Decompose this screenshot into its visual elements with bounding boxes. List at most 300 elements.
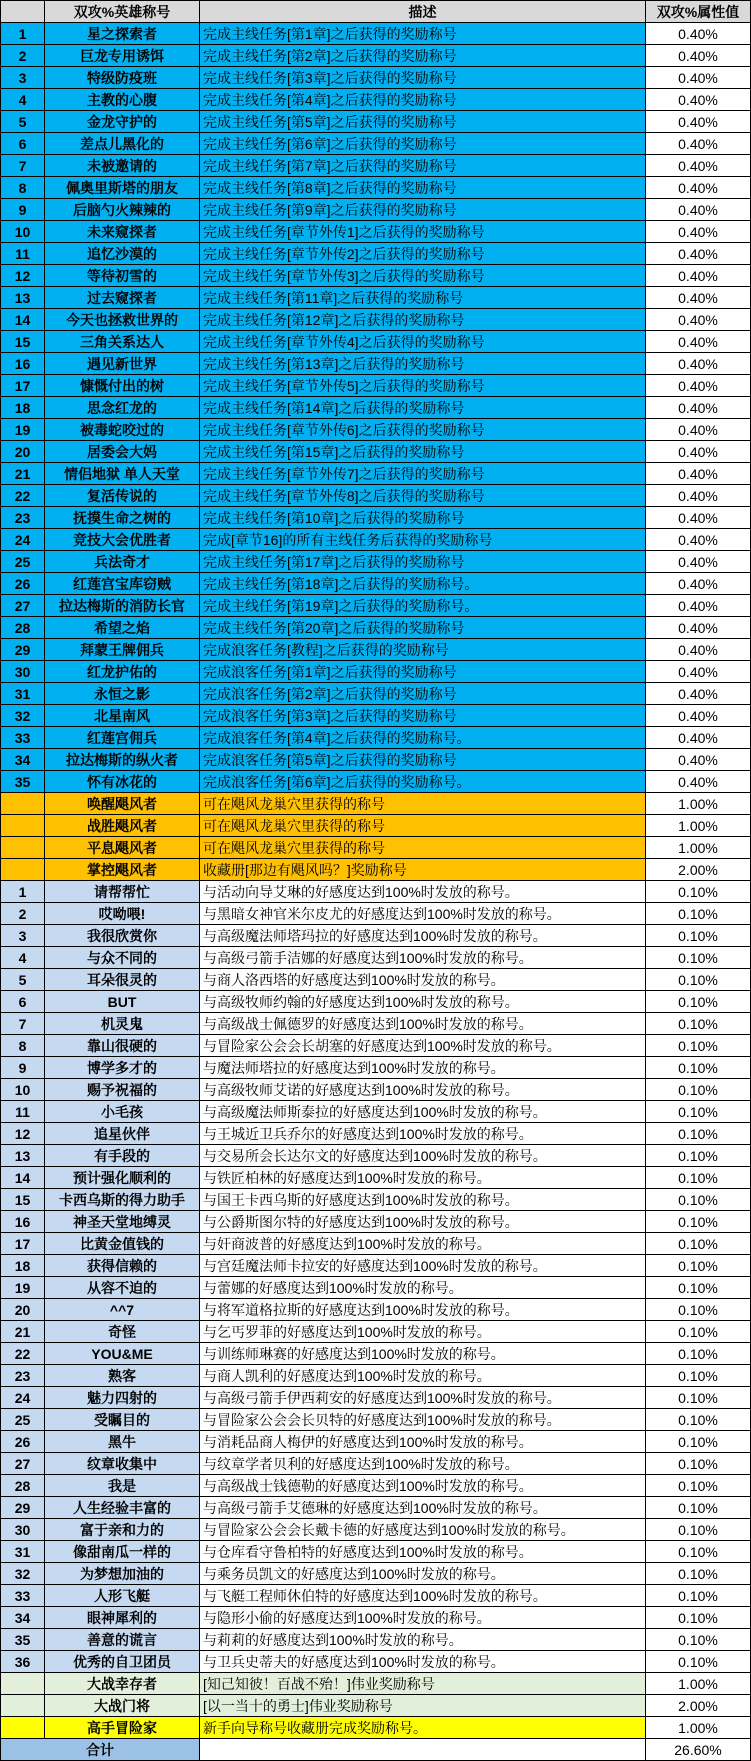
table-row [1, 243, 751, 265]
value-cell: 0.10% [646, 1057, 751, 1079]
description-cell: 完成浪客任务[第5章]之后获得的奖励称号 [200, 749, 646, 771]
index-cell: 7 [1, 1013, 45, 1035]
value-cell: 0.40% [646, 463, 751, 485]
description-cell: 完成主线任务[第12章]之后获得的奖励称号 [200, 309, 646, 331]
title-cell: 遇见新世界 [45, 353, 200, 375]
value-cell: 0.10% [646, 1167, 751, 1189]
title-cell: 拜蒙王牌佣兵 [45, 639, 200, 661]
description-cell: 与飞艇工程师休伯特的好感度达到100%时发放的称号。 [200, 1585, 646, 1607]
index-cell: 35 [1, 771, 45, 793]
title-cell: 巨龙专用诱饵 [45, 45, 200, 67]
value-cell: 0.40% [646, 331, 751, 353]
title-cell: 大战门将 [45, 1695, 200, 1717]
index-cell: 2 [1, 45, 45, 67]
title-cell: 有手段的 [45, 1145, 200, 1167]
value-cell: 0.40% [646, 419, 751, 441]
title-cell: 奇怪 [45, 1321, 200, 1343]
index-cell: 4 [1, 89, 45, 111]
value-cell: 0.40% [646, 23, 751, 45]
description-cell: 可在飓风龙巢穴里获得的称号 [200, 837, 646, 859]
description-cell: 完成浪客任务[第6章]之后获得的奖励称号。 [200, 771, 646, 793]
title-cell: YOU&ME [45, 1343, 200, 1365]
title-cell: 黑牛 [45, 1431, 200, 1453]
description-cell: 与冒险家公会会长戴卡德的好感度达到100%时发放的称号。 [200, 1519, 646, 1541]
description-cell: 完成浪客任务[第2章]之后获得的奖励称号 [200, 683, 646, 705]
description-cell: 可在飓风龙巢穴里获得的称号 [200, 815, 646, 837]
table-row [1, 1013, 751, 1035]
title-cell: 差点儿黑化的 [45, 133, 200, 155]
value-cell: 0.40% [646, 309, 751, 331]
description-cell: 与训练师琳赛的好感度达到100%时发放的称号。 [200, 1343, 646, 1365]
description-cell: 与铁匠柏林的好感度达到100%时发放的称号。 [200, 1167, 646, 1189]
description-cell: 完成主线任务[第8章]之后获得的奖励称号 [200, 177, 646, 199]
table-row [1, 705, 751, 727]
title-cell: 北星南风 [45, 705, 200, 727]
description-cell: 完成浪客任务[第4章]之后获得的奖励称号。 [200, 727, 646, 749]
description-cell: 与高级战士佩德罗的好感度达到100%时发放的称号。 [200, 1013, 646, 1035]
index-cell: 36 [1, 1651, 45, 1673]
index-cell [1, 815, 45, 837]
title-cell: 金龙守护的 [45, 111, 200, 133]
table-row [1, 287, 751, 309]
table-row [1, 1475, 751, 1497]
value-cell: 0.40% [646, 353, 751, 375]
value-cell: 0.10% [646, 1387, 751, 1409]
value-cell: 0.40% [646, 133, 751, 155]
value-cell: 0.10% [646, 1277, 751, 1299]
title-cell: 神圣天堂地缚灵 [45, 1211, 200, 1233]
title-cell: 赐予祝福的 [45, 1079, 200, 1101]
table-row [1, 463, 751, 485]
title-cell: 平息飓风者 [45, 837, 200, 859]
description-cell: 完成浪客任务[教程]之后获得的奖励称号 [200, 639, 646, 661]
value-cell: 0.40% [646, 375, 751, 397]
description-cell: 完成主线任务[章节外传1]之后获得的奖励称号 [200, 221, 646, 243]
description-cell: 完成主线任务[第4章]之后获得的奖励称号 [200, 89, 646, 111]
index-cell: 5 [1, 111, 45, 133]
description-cell: 与高级牧师艾诺的好感度达到100%时发放的称号。 [200, 1079, 646, 1101]
title-cell: 哎呦喂! [45, 903, 200, 925]
table-row [1, 617, 751, 639]
value-cell: 0.10% [646, 947, 751, 969]
value-cell: 1.00% [646, 815, 751, 837]
title-cell: 三角关系达人 [45, 331, 200, 353]
description-cell: 完成主线任务[第1章]之后获得的奖励称号 [200, 23, 646, 45]
index-cell: 3 [1, 925, 45, 947]
title-cell: 等待初雪的 [45, 265, 200, 287]
title-cell: 情侣地狱 单人天堂 [45, 463, 200, 485]
value-cell: 0.40% [646, 397, 751, 419]
index-cell: 9 [1, 199, 45, 221]
table-row [1, 1035, 751, 1057]
value-cell: 0.10% [646, 1541, 751, 1563]
index-cell: 13 [1, 287, 45, 309]
title-cell: 请帮帮忙 [45, 881, 200, 903]
table-row [1, 1497, 751, 1519]
table-row [1, 1673, 751, 1695]
value-cell: 0.10% [646, 1233, 751, 1255]
index-cell: 4 [1, 947, 45, 969]
title-cell: 靠山很硬的 [45, 1035, 200, 1057]
description-cell: 与高级战士钱德勒的好感度达到100%时发放的称号。 [200, 1475, 646, 1497]
index-cell: 15 [1, 331, 45, 353]
value-cell: 0.40% [646, 639, 751, 661]
total-description-cell [200, 1739, 646, 1761]
index-cell: 29 [1, 1497, 45, 1519]
title-cell: 未来窥探者 [45, 221, 200, 243]
title-cell: 红莲宫佣兵 [45, 727, 200, 749]
index-cell: 22 [1, 485, 45, 507]
description-cell: 与活动向导艾琳的好感度达到100%时发放的称号。 [200, 881, 646, 903]
value-cell: 0.10% [646, 1255, 751, 1277]
description-cell: 完成主线任务[第20章]之后获得的奖励称号 [200, 617, 646, 639]
table-row [1, 309, 751, 331]
title-cell: 我很欣赏你 [45, 925, 200, 947]
title-cell: 比黄金值钱的 [45, 1233, 200, 1255]
title-cell: 复活传说的 [45, 485, 200, 507]
description-cell: 完成主线任务[第7章]之后获得的奖励称号 [200, 155, 646, 177]
table-row [1, 1167, 751, 1189]
description-cell: 与乞丐罗菲的好感度达到100%时发放的称号。 [200, 1321, 646, 1343]
value-cell: 0.10% [646, 1321, 751, 1343]
title-cell: 善意的谎言 [45, 1629, 200, 1651]
title-cell: 思念红龙的 [45, 397, 200, 419]
table-row [1, 903, 751, 925]
value-cell: 0.10% [646, 1431, 751, 1453]
description-cell: 完成[章节16]的所有主线任务后获得的奖励称号 [200, 529, 646, 551]
value-cell: 0.10% [646, 1343, 751, 1365]
index-cell [1, 793, 45, 815]
index-cell: 13 [1, 1145, 45, 1167]
title-cell: 富于亲和力的 [45, 1519, 200, 1541]
description-cell: 与魔法师塔拉的好感度达到100%时发放的称号。 [200, 1057, 646, 1079]
index-cell [1, 837, 45, 859]
description-cell: 新手向导称号收藏册完成奖励称号。 [200, 1717, 646, 1739]
description-cell: 完成主线任务[第13章]之后获得的奖励称号 [200, 353, 646, 375]
table-row [1, 771, 751, 793]
index-cell: 10 [1, 221, 45, 243]
index-cell [1, 1695, 45, 1717]
title-cell: 眼神犀利的 [45, 1607, 200, 1629]
description-cell: 与国王卡西乌斯的好感度达到100%时发放的称号。 [200, 1189, 646, 1211]
description-cell: 与卫兵史蒂夫的好感度达到100%时发放的称号。 [200, 1651, 646, 1673]
index-cell: 12 [1, 265, 45, 287]
table-row [1, 1057, 751, 1079]
table-row [1, 529, 751, 551]
value-cell: 0.10% [646, 1299, 751, 1321]
description-cell: 与纹章学者贝利的好感度达到100%时发放的称号。 [200, 1453, 646, 1475]
value-cell: 0.40% [646, 529, 751, 551]
description-cell: 完成主线任务[第15章]之后获得的奖励称号 [200, 441, 646, 463]
table-row [1, 1365, 751, 1387]
value-cell: 0.10% [646, 1409, 751, 1431]
value-cell: 0.40% [646, 727, 751, 749]
table-row [1, 1321, 751, 1343]
description-cell: 与高级牧师约翰的好感度达到100%时发放的称号。 [200, 991, 646, 1013]
index-cell: 8 [1, 177, 45, 199]
table-row [1, 1519, 751, 1541]
title-cell: 希望之焰 [45, 617, 200, 639]
index-cell: 21 [1, 1321, 45, 1343]
description-cell: 完成主线任务[章节外传7]之后获得的奖励称号 [200, 463, 646, 485]
description-cell: 完成主线任务[第17章]之后获得的奖励称号 [200, 551, 646, 573]
title-cell: 佩奥里斯塔的朋友 [45, 177, 200, 199]
value-cell: 0.10% [646, 1035, 751, 1057]
description-cell: 完成主线任务[章节外传6]之后获得的奖励称号 [200, 419, 646, 441]
table-body [1, 23, 751, 1739]
table-row [1, 1101, 751, 1123]
index-cell: 35 [1, 1629, 45, 1651]
table-row [1, 419, 751, 441]
description-cell: 与冒险家公会会长胡塞的好感度达到100%时发放的称号。 [200, 1035, 646, 1057]
header-title: 双攻%英雄称号 [45, 1, 200, 23]
table-row [1, 991, 751, 1013]
value-cell: 0.40% [646, 595, 751, 617]
title-cell: 预计强化顺利的 [45, 1167, 200, 1189]
table-row [1, 1277, 751, 1299]
index-cell [1, 859, 45, 881]
index-cell: 21 [1, 463, 45, 485]
title-cell: 唤醒飓风者 [45, 793, 200, 815]
table-row [1, 1629, 751, 1651]
description-cell: 完成主线任务[第6章]之后获得的奖励称号 [200, 133, 646, 155]
index-cell: 25 [1, 551, 45, 573]
index-cell: 26 [1, 573, 45, 595]
title-cell: 战胜飓风者 [45, 815, 200, 837]
value-cell: 0.10% [646, 1013, 751, 1035]
title-cell: 获得信赖的 [45, 1255, 200, 1277]
value-cell: 0.40% [646, 705, 751, 727]
description-cell: 与奸商波普的好感度达到100%时发放的称号。 [200, 1233, 646, 1255]
index-cell: 10 [1, 1079, 45, 1101]
title-cell: 为梦想加油的 [45, 1563, 200, 1585]
table-row [1, 947, 751, 969]
description-cell: 与商人洛西塔的好感度达到100%时发放的称号。 [200, 969, 646, 991]
title-cell: 卡西乌斯的得力助手 [45, 1189, 200, 1211]
index-cell: 33 [1, 727, 45, 749]
value-cell: 0.40% [646, 243, 751, 265]
index-cell: 14 [1, 309, 45, 331]
value-cell: 0.10% [646, 1101, 751, 1123]
title-cell: 耳朵很灵的 [45, 969, 200, 991]
index-cell: 15 [1, 1189, 45, 1211]
value-cell: 0.40% [646, 507, 751, 529]
description-cell: 与乘务员凯文的好感度达到100%时发放的称号。 [200, 1563, 646, 1585]
description-cell: [知己知彼！百战不殆！]伟业奖励称号 [200, 1673, 646, 1695]
table-row [1, 1541, 751, 1563]
table-row [1, 661, 751, 683]
title-cell: 红莲宫宝库窃贼 [45, 573, 200, 595]
value-cell: 0.10% [646, 1651, 751, 1673]
index-cell: 26 [1, 1431, 45, 1453]
table-row [1, 551, 751, 573]
description-cell: 与将军道格拉斯的好感度达到100%时发放的称号。 [200, 1299, 646, 1321]
description-cell: 收藏册[那边有飓风吗？]奖励称号 [200, 859, 646, 881]
table-row [1, 1563, 751, 1585]
title-cell: 竞技大会优胜者 [45, 529, 200, 551]
value-cell: 0.10% [646, 1563, 751, 1585]
table-row [1, 639, 751, 661]
index-cell: 28 [1, 1475, 45, 1497]
table-row [1, 1651, 751, 1673]
value-cell: 0.10% [646, 991, 751, 1013]
title-cell: 居委会大妈 [45, 441, 200, 463]
value-cell: 0.40% [646, 199, 751, 221]
index-cell [1, 1673, 45, 1695]
value-cell: 0.10% [646, 969, 751, 991]
description-cell: 与王城近卫兵乔尔的好感度达到100%时发放的称号。 [200, 1123, 646, 1145]
table-row [1, 1189, 751, 1211]
title-cell: 与众不同的 [45, 947, 200, 969]
title-cell: 怀有冰花的 [45, 771, 200, 793]
description-cell: 完成主线任务[第11章]之后获得的奖励称号 [200, 287, 646, 309]
value-cell: 0.10% [646, 1629, 751, 1651]
index-cell: 28 [1, 617, 45, 639]
value-cell: 0.40% [646, 683, 751, 705]
description-cell: 与高级弓箭手洁娜的好感度达到100%时发放的称号。 [200, 947, 646, 969]
title-cell: 慷慨付出的树 [45, 375, 200, 397]
index-cell: 25 [1, 1409, 45, 1431]
table-row [1, 925, 751, 947]
header-index-cell [1, 1, 45, 23]
description-cell: 完成主线任务[第3章]之后获得的奖励称号 [200, 67, 646, 89]
title-cell: 熟客 [45, 1365, 200, 1387]
table-row [1, 1607, 751, 1629]
description-cell: 完成主线任务[章节外传4]之后获得的奖励称号 [200, 331, 646, 353]
value-cell: 0.10% [646, 1585, 751, 1607]
header-value: 双攻%属性值 [646, 1, 751, 23]
table-row [1, 89, 751, 111]
index-cell: 31 [1, 1541, 45, 1563]
index-cell: 6 [1, 133, 45, 155]
title-cell: BUT [45, 991, 200, 1013]
value-cell: 0.10% [646, 1453, 751, 1475]
table-row [1, 111, 751, 133]
value-cell: 0.40% [646, 177, 751, 199]
index-cell: 11 [1, 243, 45, 265]
total-value: 26.60% [646, 1739, 751, 1761]
title-cell: 后脑勺火辣辣的 [45, 199, 200, 221]
index-cell: 30 [1, 1519, 45, 1541]
index-cell: 24 [1, 529, 45, 551]
value-cell: 0.40% [646, 441, 751, 463]
title-cell: 机灵鬼 [45, 1013, 200, 1035]
index-cell: 33 [1, 1585, 45, 1607]
header-row [1, 1, 751, 23]
index-cell: 20 [1, 1299, 45, 1321]
title-cell: 特级防疫班 [45, 67, 200, 89]
title-cell: 大战幸存者 [45, 1673, 200, 1695]
table-row [1, 881, 751, 903]
description-cell: 与莉莉的好感度达到100%时发放的称号。 [200, 1629, 646, 1651]
value-cell: 0.10% [646, 1211, 751, 1233]
title-cell: 小毛孩 [45, 1101, 200, 1123]
value-cell: 2.00% [646, 859, 751, 881]
table-row [1, 1299, 751, 1321]
table-row [1, 1453, 751, 1475]
description-cell: 完成主线任务[第18章]之后获得的奖励称号。 [200, 573, 646, 595]
table-row [1, 1233, 751, 1255]
description-cell: 与高级魔法师斯泰拉的好感度达到100%时发放的称号。 [200, 1101, 646, 1123]
table-row [1, 837, 751, 859]
value-cell: 0.10% [646, 1607, 751, 1629]
value-cell: 0.40% [646, 265, 751, 287]
description-cell: 完成主线任务[第5章]之后获得的奖励称号 [200, 111, 646, 133]
table-row [1, 397, 751, 419]
index-cell: 19 [1, 419, 45, 441]
value-cell: 0.40% [646, 111, 751, 133]
table-row [1, 1695, 751, 1717]
value-cell: 0.40% [646, 287, 751, 309]
title-cell: 魅力四射的 [45, 1387, 200, 1409]
title-cell: 博学多才的 [45, 1057, 200, 1079]
value-cell: 0.10% [646, 925, 751, 947]
table-row [1, 441, 751, 463]
index-cell: 32 [1, 705, 45, 727]
description-cell: 与蕾娜的好感度达到100%时发放的称号。 [200, 1277, 646, 1299]
index-cell: 18 [1, 1255, 45, 1277]
description-cell: 与公爵斯图尔特的好感度达到100%时发放的称号。 [200, 1211, 646, 1233]
index-cell: 3 [1, 67, 45, 89]
index-cell: 16 [1, 1211, 45, 1233]
title-cell: 抚摸生命之树的 [45, 507, 200, 529]
title-cell: 兵法奇才 [45, 551, 200, 573]
value-cell: 0.40% [646, 771, 751, 793]
index-cell: 9 [1, 1057, 45, 1079]
title-cell: 拉达梅斯的消防长官 [45, 595, 200, 617]
value-cell: 1.00% [646, 1673, 751, 1695]
index-cell: 14 [1, 1167, 45, 1189]
table-row [1, 485, 751, 507]
description-cell: 与冒险家公会会长贝特的好感度达到100%时发放的称号。 [200, 1409, 646, 1431]
table-row [1, 155, 751, 177]
table-row [1, 177, 751, 199]
description-cell: 完成主线任务[章节外传8]之后获得的奖励称号 [200, 485, 646, 507]
description-cell: 完成主线任务[第10章]之后获得的奖励称号 [200, 507, 646, 529]
value-cell: 0.10% [646, 881, 751, 903]
total-label: 合计 [1, 1739, 200, 1761]
description-cell: 与仓库看守鲁柏特的好感度达到100%时发放的称号。 [200, 1541, 646, 1563]
description-cell: 与消耗品商人梅伊的好感度达到100%时发放的称号。 [200, 1431, 646, 1453]
index-cell: 5 [1, 969, 45, 991]
description-cell: 与高级弓箭手艾德琳的好感度达到100%时发放的称号。 [200, 1497, 646, 1519]
description-cell: 与高级魔法师塔玛拉的好感度达到100%时发放的称号。 [200, 925, 646, 947]
index-cell: 1 [1, 23, 45, 45]
index-cell [1, 1717, 45, 1739]
index-cell: 19 [1, 1277, 45, 1299]
value-cell: 0.10% [646, 1497, 751, 1519]
index-cell: 27 [1, 1453, 45, 1475]
table-row [1, 375, 751, 397]
title-cell: 高手冒险家 [45, 1717, 200, 1739]
index-cell: 17 [1, 375, 45, 397]
index-cell: 32 [1, 1563, 45, 1585]
index-cell: 30 [1, 661, 45, 683]
title-cell: 被毒蛇咬过的 [45, 419, 200, 441]
title-cell: 追忆沙漠的 [45, 243, 200, 265]
title-cell: 红龙护佑的 [45, 661, 200, 683]
value-cell: 0.10% [646, 1079, 751, 1101]
table-row [1, 749, 751, 771]
description-cell: 与隐形小偷的好感度达到100%时发放的称号。 [200, 1607, 646, 1629]
title-cell: 今天也拯救世界的 [45, 309, 200, 331]
value-cell: 0.40% [646, 221, 751, 243]
table-row [1, 1123, 751, 1145]
index-cell: 27 [1, 595, 45, 617]
title-cell: 拉达梅斯的纵火者 [45, 749, 200, 771]
table-row [1, 1585, 751, 1607]
title-cell: 纹章收集中 [45, 1453, 200, 1475]
